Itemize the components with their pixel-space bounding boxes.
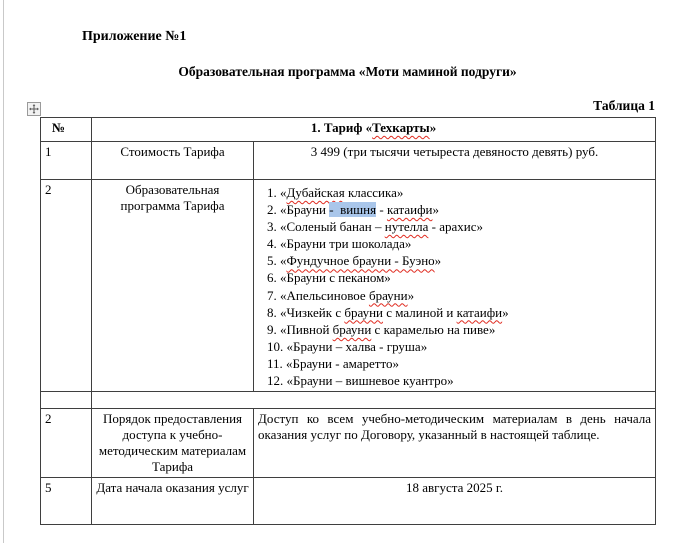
table-caption[interactable]: Таблица 1 (593, 98, 655, 113)
table-row-spacer (41, 392, 656, 409)
program-num-cell[interactable]: 2 (41, 180, 92, 392)
program-item[interactable]: 3. «Соленый банан – нутелла - арахис» (267, 219, 483, 235)
spacer-merged-cell[interactable] (92, 392, 656, 409)
start-date-num-cell[interactable]: 5 (41, 478, 92, 525)
access-label-cell[interactable]: Порядок предоставления доступа к учебно-методическим материалам Тарифа (92, 409, 254, 478)
header-num-cell[interactable]: № (41, 118, 92, 142)
table-row-header (41, 118, 656, 142)
document-title[interactable]: Образовательная программа «Моти маминой подруги» (178, 64, 517, 79)
program-item[interactable]: 5. «Фундучное брауни - Буэно» (267, 253, 442, 269)
program-item[interactable]: 1. «Дубайская классика» (267, 185, 404, 200)
price-num-cell[interactable]: 1 (41, 142, 92, 180)
appendix-label[interactable]: Приложение №1 (82, 29, 187, 44)
start-date-value-cell[interactable]: 18 августа 2025 г. (254, 478, 656, 525)
program-label-cell[interactable]: Образовательная программа Тарифа (92, 180, 254, 392)
price-label-cell[interactable]: Стоимость Тарифа (92, 142, 254, 180)
program-item[interactable]: 6. «Брауни с пеканом» (267, 270, 391, 286)
program-item[interactable]: 8. «Чизкейк с брауни с малиной и катаифи» (267, 304, 509, 320)
program-item[interactable]: 2. «Брауни - вишня - катаифи» (267, 202, 439, 218)
program-item[interactable]: 11. «Брауни - амаретто» (267, 355, 399, 371)
program-item[interactable]: 4. «Брауни три шоколада» (267, 236, 412, 252)
table-row-program (41, 180, 656, 392)
spacer-num-cell[interactable] (41, 392, 92, 409)
table-row-price (41, 142, 656, 180)
page-boundary-line (3, 0, 4, 543)
program-list-cell[interactable] (254, 180, 656, 392)
program-list (258, 182, 651, 389)
access-num-cell[interactable]: 2 (41, 409, 92, 478)
access-value-cell[interactable]: Доступ ко всем учебно-методическим материалам в день начала оказания услуг по Договору, указанный в настоящей таблице. (254, 409, 656, 478)
price-value-cell[interactable]: 3 499 (три тысячи четыреста девяносто девять) руб. (254, 142, 656, 180)
move-cross-icon (29, 104, 39, 114)
tariff-table (40, 117, 656, 525)
table-row-start-date (41, 478, 656, 525)
start-date-label-cell[interactable]: Дата начала оказания услуг (92, 478, 254, 525)
program-item[interactable]: 12. «Брауни – вишневое куантро» (267, 373, 454, 389)
program-item[interactable]: 9. «Пивной брауни с карамелью на пиве» (267, 321, 496, 337)
program-item[interactable]: 10. «Брауни – халва - груша» (267, 338, 428, 354)
program-item[interactable]: 7. «Апельсиновое брауни» (267, 287, 415, 303)
table-row-access (41, 409, 656, 478)
header-title-cell[interactable]: 1. Тариф «Техкарты» (92, 118, 656, 142)
table-move-handle[interactable] (27, 102, 41, 116)
